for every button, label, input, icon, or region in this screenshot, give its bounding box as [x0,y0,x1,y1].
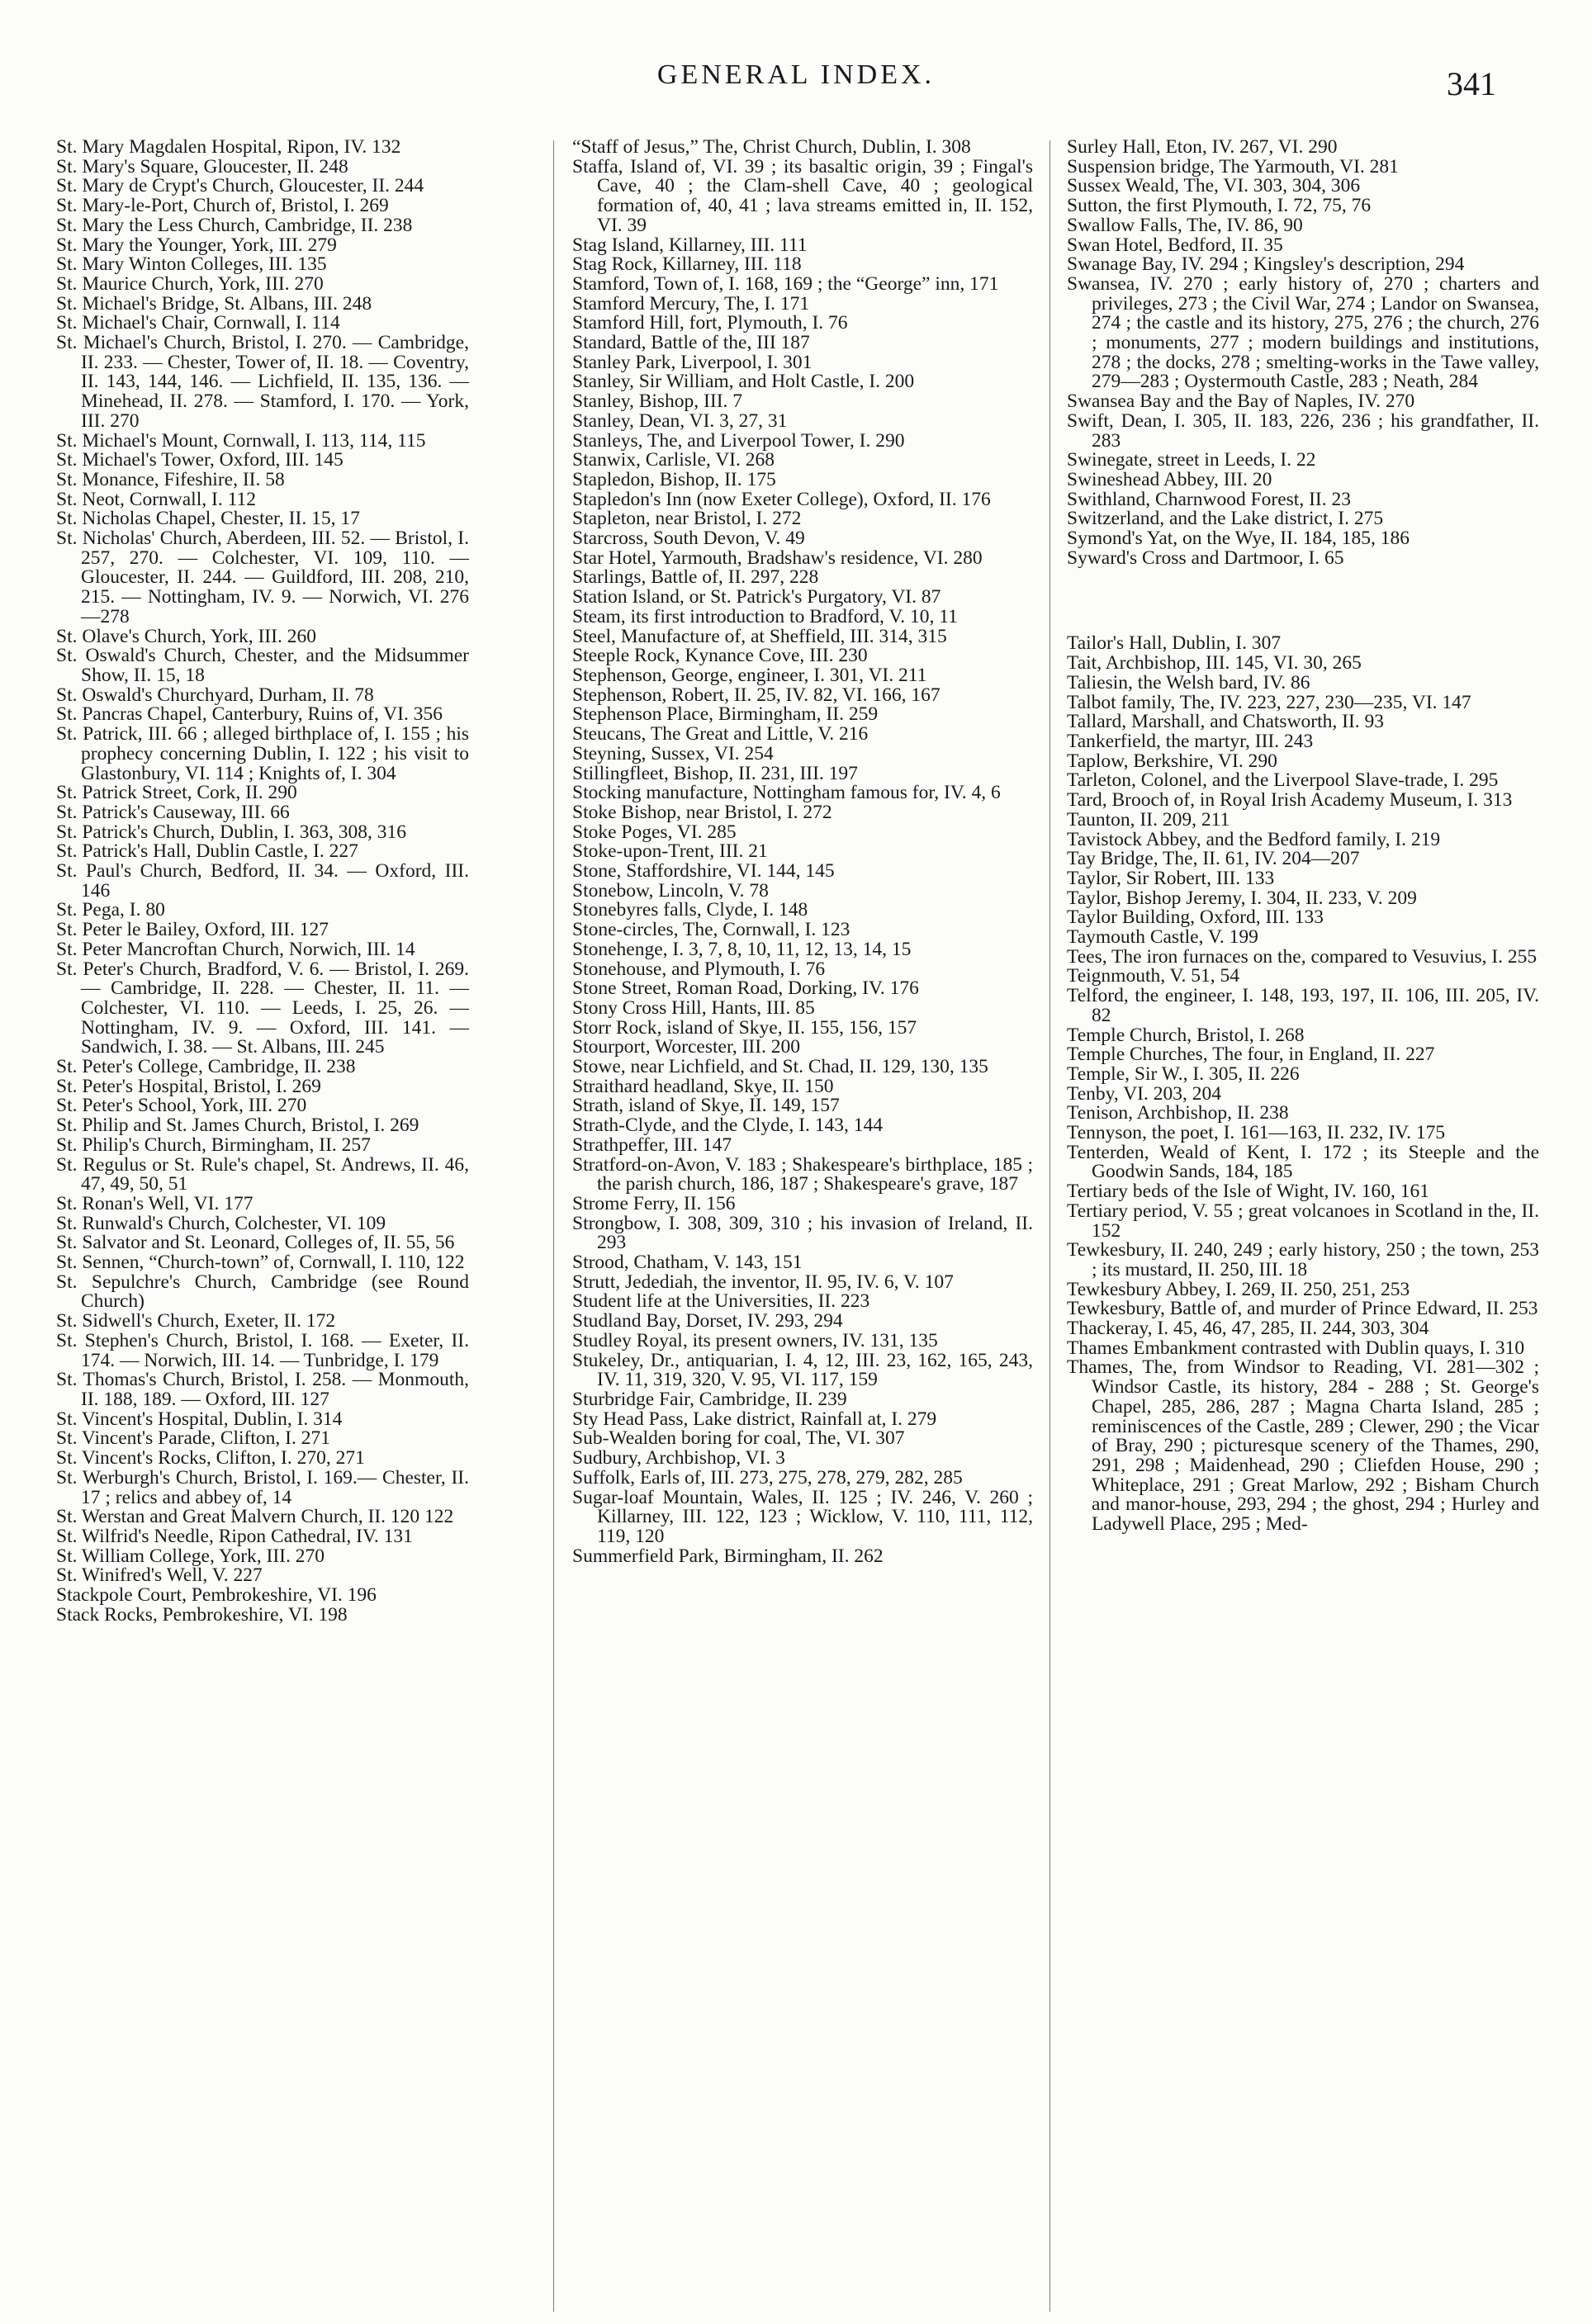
index-entry: Tees, The iron furnaces on the, compared to Vesuvius, I. 255 [1067,945,1538,968]
index-entry: Stanwix, Carlisle, VI. 268 [572,449,775,471]
index-entry: Taylor Building, Oxford, III. 133 [1067,906,1324,929]
index-entry: Sussex Weald, The, VI. 303, 304, 306 [1067,175,1361,197]
index-entry: Swithland, Charnwood Forest, II. 23 [1067,488,1351,510]
index-entry: Station Island, or St. Patrick's Purgatory, VI. 87 [572,586,941,608]
index-entry: St. Michael's Tower, Oxford, III. 145 [56,449,344,471]
index-entry: Thames, The, from Windsor to Reading, VI. 281—302 ; Windsor Castle, its history, 284 - 288 ; St. George's Chapel, 285, 286, 287 ; Magna Charta Island, 285 ; reminiscences of the Castle, 289 ; Clewer, 290 ; the Vicar of Bray, 290 ; picturesque scenery of the Thames, 290, 291, 298 ; Maidenhead, 290 ; Cliefden House, 290 ; Whiteplace, 291 ; Great Marlow, 292 ; Bisham Church and manor-house, 293, 294 ; the ghost, 294 ; Hurley and Ladywell Place, 295 ; Med- [1067,1356,1539,1536]
index-entry: Standard, Battle of the, III 187 [572,332,810,354]
index-entry: Tewkesbury, II. 240, 249 ; early history, 250 ; the town, 253 ; its mustard, II. 250, III. 18 [1067,1239,1539,1280]
index-entry: St. Maurice Church, York, III. 270 [56,272,324,295]
index-entry: Steyning, Sussex, VI. 254 [572,742,774,764]
index-entry: Stamford Hill, fort, Plymouth, I. 76 [572,312,848,334]
index-entry: Stephenson, Robert, II. 25, IV. 82, VI. 166, 167 [572,684,941,706]
index-entry: Stillingfleet, Bishop, II. 231, III. 197 [572,762,858,784]
index-entry: Switzerland, and the Lake district, I. 275 [1067,508,1384,530]
index-entry: Swan Hotel, Bedford, II. 35 [1067,234,1283,256]
index-entry: Star Hotel, Yarmouth, Bradshaw's residence, VI. 280 [572,547,983,569]
index-entry: Sturbridge Fair, Cambridge, II. 239 [572,1389,847,1410]
index-entry: St. Michael's Chair, Cornwall, I. 114 [56,312,340,334]
index-entry: St. Mary-le-Port, Church of, Bristol, I. 269 [56,195,389,217]
index-entry: St. Winifred's Well, V. 227 [56,1564,263,1587]
index-entry: Stone-circles, The, Cornwall, I. 123 [572,919,850,941]
index-entry: Tenby, VI. 203, 204 [1067,1082,1221,1105]
index-entry: Strathpeffer, III. 147 [572,1134,732,1156]
index-entry: Stack Rocks, Pembrokeshire, VI. 198 [56,1603,348,1626]
index-entry: Student life at the Universities, II. 223 [572,1290,870,1313]
index-entry: Tenterden, Weald of Kent, I. 172 ; its Steeple and the Goodwin Sands, 184, 185 [1067,1141,1539,1183]
index-entry: St. Salvator and St. Leonard, Colleges of, II. 55, 56 [56,1232,455,1254]
index-entry: Swift, Dean, I. 305, II. 183, 226, 236 ; his grandfather, II. 283 [1067,409,1539,452]
column-rule [553,140,554,2312]
index-entry: Swanage Bay, IV. 294 ; Kingsley's description, 294 [1067,253,1465,276]
index-entry: St. Patrick Street, Cork, II. 290 [56,782,297,804]
index-entry: Temple Churches, The four, in England, II. 227 [1067,1044,1435,1066]
index-entry: Tenison, Archbishop, II. 238 [1067,1102,1289,1124]
index-entry: St. Michael's Bridge, St. Albans, III. 248 [56,292,372,315]
index-entry: Storr Rock, island of Skye, II. 155, 156, 157 [572,1016,917,1039]
index-entry: St. Philip and St. James Church, Bristol, I. 269 [56,1115,419,1137]
index-entry: Stapledon's Inn (now Exeter College), Oxford, II. 176 [572,488,991,510]
index-entry: Strutt, Jedediah, the inventor, II. 95, IV. 6, V. 107 [572,1271,954,1293]
index-entry: Strood, Chatham, V. 143, 151 [572,1252,803,1274]
index-entry: Taplow, Berkshire, VI. 290 [1067,750,1277,772]
index-entry: Stoke Poges, VI. 285 [572,821,737,843]
index-entry: Taunton, II. 209, 211 [1067,808,1230,831]
index-entry: St. Mary's Square, Gloucester, II. 248 [56,155,348,177]
index-entry: St. Peter Mancroftan Church, Norwich, III. 14 [56,938,415,960]
index-section-t [1067,634,1539,1534]
index-entry: St. Oswald's Churchyard, Durham, II. 78 [56,684,374,706]
index-entry: Surley Hall, Eton, IV. 267, VI. 290 [1067,136,1338,158]
index-entry: Sutton, the first Plymouth, I. 72, 75, 76 [1067,195,1372,217]
index-entry: St. Werburgh's Church, Bristol, I. 169.— Chester, II. 17 ; relics and abbey of, 14 [56,1466,469,1508]
index-column-3 [1067,138,1539,1535]
index-entry: St. Philip's Church, Birmingham, II. 257 [56,1134,371,1156]
index-entry: Syward's Cross and Dartmoor, I. 65 [1067,547,1344,569]
index-entry: Tarleton, Colonel, and the Liverpool Slave-trade, I. 295 [1067,769,1499,792]
index-entry: St. Thomas's Church, Bristol, I. 258. — Monmouth, II. 188, 189. — Oxford, III. 127 [56,1369,469,1410]
index-entry: Stratford-on-Avon, V. 183 ; Shakespeare's birthplace, 185 ; the parish church, 186, 187 ; Shakespeare's grave, 187 [572,1153,1033,1195]
index-entry: Stackpole Court, Pembrokeshire, VI. 196 [56,1584,377,1607]
index-entry: Stanleys, The, and Liverpool Tower, I. 290 [572,429,905,452]
index-entry: Taylor, Sir Robert, III. 133 [1067,867,1275,889]
index-entry: Swansea, IV. 270 ; early history of, 270 ; charters and privileges, 273 ; the Civil War, 274 ; Landor on Swansea, 274 ; the castle and its history, 275, 276 ; the church, 276 ; monuments, 277 ; modern buildings and institutions, 278 ; the docks, 278 ; smelting-works in the Tawe valley, 279—283 ; Oystermouth Castle, 283 ; Neath, 284 [1067,272,1539,393]
index-entry: St. Peter le Bailey, Oxford, III. 127 [56,919,329,941]
index-entry: Stony Cross Hill, Hants, III. 85 [572,996,815,1019]
index-entry: Sub-Wealden boring for coal, The, VI. 307 [572,1427,905,1450]
index-entry: St. Peter's Hospital, Bristol, I. 269 [56,1075,321,1097]
index-entry: Swallow Falls, The, IV. 86, 90 [1067,214,1303,236]
index-entry: St. Patrick's Hall, Dublin Castle, I. 227 [56,840,358,863]
index-entry: St. Runwald's Church, Colchester, VI. 109 [56,1212,386,1234]
index-entry: St. Sidwell's Church, Exeter, II. 172 [56,1310,336,1332]
index-entry: Straithard headland, Skye, II. 150 [572,1075,834,1097]
index-entry: Tait, Archbishop, III. 145, VI. 30, 265 [1067,652,1362,674]
page-number: 341 [1447,65,1496,102]
index-entry: Tallard, Marshall, and Chatsworth, II. 93 [1067,711,1385,733]
index-entry: “Staff of Jesus,” The, Christ Church, Dublin, I. 308 [572,136,971,158]
index-entry: St. Peter's Church, Bradford, V. 6. — Bristol, I. 269. — Cambridge, II. 228. — Chester, II. 11. — Colchester, VI. 110. — Leeds, I. 25, 26. — Nottingham, IV. 9. — Oxford, III. 141. — Sandwich, I. 38. — St. Albans, III. 245 [56,958,469,1058]
index-entry: Stocking manufacture, Nottingham famous for, IV. 4, 6 [572,782,1001,804]
index-entry: St. Ronan's Well, VI. 177 [56,1192,253,1214]
index-entry: Swansea Bay and the Bay of Naples, IV. 270 [1067,390,1415,413]
index-entry: Stapleton, near Bristol, I. 272 [572,508,802,530]
index-entry: St. Olave's Church, York, III. 260 [56,625,316,647]
index-entry: St. Nicholas Chapel, Chester, II. 15, 17 [56,508,360,530]
index-entry: Stamford Mercury, The, I. 171 [572,292,810,315]
index-entry: St. Patrick's Church, Dublin, I. 363, 308, 316 [56,821,406,843]
index-entry: Studley Royal, its present owners, IV. 131, 135 [572,1329,938,1351]
index-entry: Symond's Yat, on the Wye, II. 184, 185, 186 [1067,528,1410,550]
index-entry: St. Patrick, III. 66 ; alleged birthplace of, I. 155 ; his prophecy concerning Dublin, I. 122 ; his visit to Glastonbury, VI. 114 ; Knights of, I. 304 [56,723,469,784]
index-entry: St. Michael's Mount, Cornwall, I. 113, 114, 115 [56,429,426,452]
index-column-1 [56,138,469,1625]
index-entry: Temple, Sir W., I. 305, II. 226 [1067,1063,1300,1085]
index-entry: St. Mary Winton Colleges, III. 135 [56,253,327,276]
index-entry: Staffa, Island of, VI. 39 ; its basaltic origin, 39 ; Fingal's Cave, 40 ; the Clam-shell Cave, 40 ; geological formation of, 40, 41 ; lava streams emitted in, II. 152, VI. 39 [572,155,1033,236]
index-entry: Stephenson Place, Birmingham, II. 259 [572,703,879,726]
index-entry: Tard, Brooch of, in Royal Irish Academy Museum, I. 313 [1067,789,1513,812]
index-entry: Stanley, Sir William, and Holt Castle, I. 200 [572,371,915,393]
index-entry: St. Peter's College, Cambridge, II. 238 [56,1056,356,1078]
index-entry: Swinegate, street in Leeds, I. 22 [1067,449,1316,471]
index-entry: Suffolk, Earls of, III. 273, 275, 278, 279, 282, 285 [572,1466,963,1489]
index-entry: Steeple Rock, Kynance Cove, III. 230 [572,645,868,667]
index-entry: Stonebyres falls, Clyde, I. 148 [572,899,808,921]
index-entry: Tavistock Abbey, and the Bedford family, I. 219 [1067,828,1441,850]
index-entry: Stowe, near Lichfield, and St. Chad, II. 129, 130, 135 [572,1056,988,1078]
index-entry: Thames Embankment contrasted with Dublin quays, I. 310 [1067,1337,1525,1359]
index-entry: St. William College, York, III. 270 [56,1545,325,1567]
index-entry: Strath-Clyde, and the Clyde, I. 143, 144 [572,1115,883,1137]
index-entry: Stone Street, Roman Road, Dorking, IV. 176 [572,977,919,1000]
section-gap [1067,568,1539,634]
index-entry: St. Mary de Crypt's Church, Gloucester, II. 244 [56,175,424,197]
index-entry: Tankerfield, the martyr, III. 243 [1067,730,1314,752]
index-entry: Stag Island, Killarney, III. 111 [572,234,808,256]
index-entry: Tailor's Hall, Dublin, I. 307 [1067,632,1282,655]
index-entry: St. Vincent's Hospital, Dublin, I. 314 [56,1408,343,1430]
index-entry: St. Paul's Church, Bedford, II. 34. — Oxford, III. 146 [56,860,469,902]
index-entry: Tennyson, the poet, I. 161—163, II. 232, IV. 175 [1067,1122,1446,1144]
index-entry: Steel, Manufacture of, at Sheffield, III. 314, 315 [572,625,947,647]
running-head: GENERAL INDEX. [656,59,936,90]
index-entry: Tewkesbury, Battle of, and murder of Prince Edward, II. 253 [1067,1298,1538,1320]
index-entry: Steam, its first introduction to Bradford, V. 10, 11 [572,605,958,627]
index-entry: Stapledon, Bishop, II. 175 [572,468,776,490]
index-entry: Stanley, Dean, VI. 3, 27, 31 [572,409,788,432]
index-entry: Starcross, South Devon, V. 49 [572,528,805,550]
index-entry: St. Wilfrid's Needle, Ripon Cathedral, IV. 131 [56,1525,413,1547]
index-entry: Strome Ferry, II. 156 [572,1192,736,1214]
index-entry: Stonehouse, and Plymouth, I. 76 [572,958,826,980]
index-entry: St. Oswald's Church, Chester, and the Midsummer Show, II. 15, 18 [56,645,469,686]
index-entry: Stoke Bishop, near Bristol, I. 272 [572,801,832,823]
index-entry: St. Sennen, “Church-town” of, Cornwall, I. 110, 122 [56,1252,465,1274]
index-entry: St. Mary the Younger, York, III. 279 [56,234,337,256]
index-entry: Taylor, Bishop Jeremy, I. 304, II. 233, V. 209 [1067,887,1417,909]
index-entry: Tertiary beds of the Isle of Wight, IV. 160, 161 [1067,1181,1430,1203]
index-entry: Temple Church, Bristol, I. 268 [1067,1024,1305,1046]
index-entry: St. Regulus or St. Rule's chapel, St. Andrews, II. 46, 47, 49, 50, 51 [56,1153,469,1195]
column-rule [1049,140,1050,2312]
index-section-s [1067,138,1539,568]
index-entry: Stukeley, Dr., antiquarian, I. 4, 12, III. 23, 162, 165, 243, IV. 11, 319, 320, V. 95, VI. 117, 159 [572,1349,1033,1391]
index-entry: St. Vincent's Parade, Clifton, I. 271 [56,1427,331,1450]
index-entry: Starlings, Battle of, II. 297, 228 [572,566,819,589]
index-entry: Taliesin, the Welsh bard, IV. 86 [1067,671,1310,693]
index-column-2 [572,138,1033,1566]
index-entry: Stanley Park, Liverpool, I. 301 [572,351,813,373]
index-entry: Stanley, Bishop, III. 7 [572,390,743,413]
index-entry: Stonebow, Lincoln, V. 78 [572,879,769,902]
index-entry: St. Neot, Cornwall, I. 112 [56,488,256,510]
index-entry: Summerfield Park, Birmingham, II. 262 [572,1545,884,1567]
index-entry: Sudbury, Archbishop, VI. 3 [572,1447,785,1470]
index-entry: Stoke-upon-Trent, III. 21 [572,840,768,863]
index-entry: Stamford, Town of, I. 168, 169 ; the “George” inn, 171 [572,272,999,295]
index-entry: St. Patrick's Causeway, III. 66 [56,801,290,823]
index-entry: St. Nicholas' Church, Aberdeen, III. 52. — Bristol, I. 257, 270. — Colchester, VI. 109, 110. — Gloucester, II. 244. — Guildford, III. 208, 210, 215. — Nottingham, IV. 9. — Norwich, VI. 276—278 [56,528,469,627]
index-entry: St. Pega, I. 80 [56,899,165,921]
index-entry: Suspension bridge, The Yarmouth, VI. 281 [1067,155,1399,177]
index-entry: Stag Rock, Killarney, III. 118 [572,253,802,276]
index-entry: St. Mary Magdalen Hospital, Ripon, IV. 132 [56,136,401,158]
index-entry: Telford, the engineer, I. 148, 193, 197, II. 106, III. 205, IV. 82 [1067,985,1539,1026]
index-entry: Stourport, Worcester, III. 200 [572,1036,801,1058]
index-entry: St. Monance, Fifeshire, II. 58 [56,468,285,490]
index-entry: St. Stephen's Church, Bristol, I. 168. — Exeter, II. 174. — Norwich, III. 14. — Tunbridge, I. 179 [56,1329,469,1371]
index-entry: St. Peter's School, York, III. 270 [56,1095,307,1117]
index-entry: Talbot family, The, IV. 223, 227, 230—235, VI. 147 [1067,691,1471,713]
index-entry: St. Sepulchre's Church, Cambridge (see Round Church) [56,1271,469,1313]
index-entry: Strongbow, I. 308, 309, 310 ; his invasion of Ireland, II. 293 [572,1212,1033,1254]
index-entry: Thackeray, I. 45, 46, 47, 285, II. 244, 303, 304 [1067,1318,1429,1340]
index-entry: Teignmouth, V. 51, 54 [1067,965,1239,987]
index-entry: Tay Bridge, The, II. 61, IV. 204—207 [1067,848,1360,870]
index-entry: Stone, Staffordshire, VI. 144, 145 [572,860,835,883]
index-entry: Stephenson, George, engineer, I. 301, VI. 211 [572,664,927,686]
index-entry: Tertiary period, V. 55 ; great volcanoes in Scotland in the, II. 152 [1067,1200,1539,1242]
index-entry: St. Michael's Church, Bristol, I. 270. — Cambridge, II. 233. — Chester, Tower of, II. 18. — Coventry, II. 143, 144, 146. — Lichfield, II. 135, 136. — Minehead, II. 278. — Stamford, I. 170. — York, III. 270 [56,332,469,432]
index-entry: Swineshead Abbey, III. 20 [1067,468,1272,490]
index-entry: Steucans, The Great and Little, V. 216 [572,723,869,745]
index-entry: Tewkesbury Abbey, I. 269, II. 250, 251, 253 [1067,1278,1410,1300]
index-entry: Stonehenge, I. 3, 7, 8, 10, 11, 12, 13, 14, 15 [572,938,912,960]
index-entry: Taymouth Castle, V. 199 [1067,926,1258,949]
index-entry: Studland Bay, Dorset, IV. 293, 294 [572,1310,843,1332]
index-entry: St. Mary the Less Church, Cambridge, II. 238 [56,214,413,236]
index-entry: St. Pancras Chapel, Canterbury, Ruins of, VI. 356 [56,703,443,726]
index-entry: Sugar-loaf Mountain, Wales, II. 125 ; IV. 246, V. 260 ; Killarney, III. 122, 123 ; Wicklow, V. 110, 111, 112, 119, 120 [572,1486,1033,1547]
index-entry: St. Werstan and Great Malvern Church, II. 120 122 [56,1506,454,1528]
index-entry: Strath, island of Skye, II. 149, 157 [572,1095,840,1117]
index-entry: St. Vincent's Rocks, Clifton, I. 270, 271 [56,1447,365,1470]
index-entry: Sty Head Pass, Lake district, Rainfall at, I. 279 [572,1408,937,1430]
